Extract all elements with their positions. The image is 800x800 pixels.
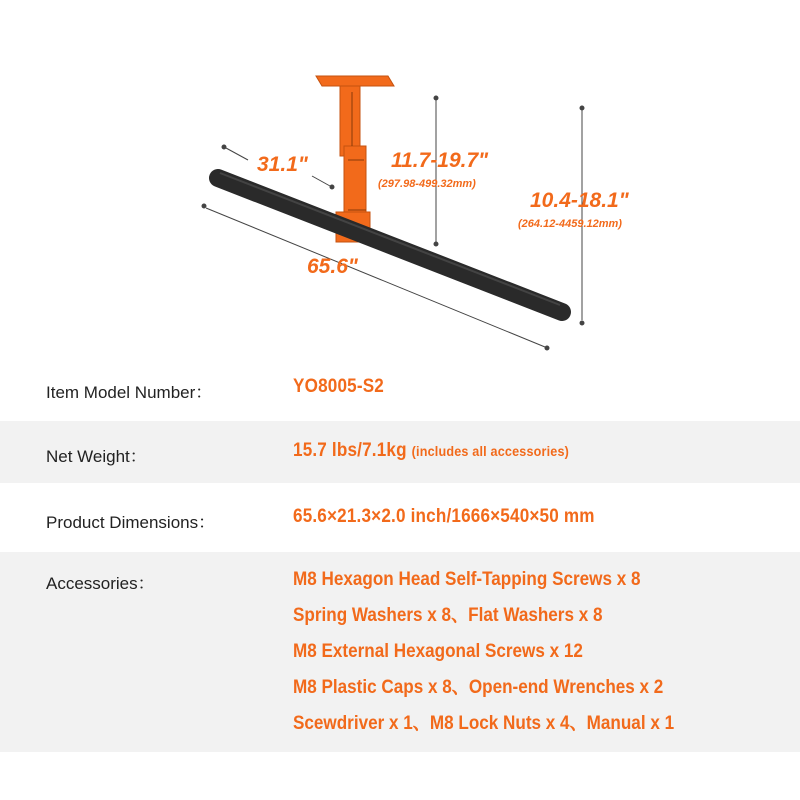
dimensions-label: Product Dimensions： <box>46 513 216 532</box>
accessories-label: Accessories： <box>46 574 155 593</box>
model-label: Item Model Number： <box>46 383 213 402</box>
height-right-dimension-mm: (264.12-4459.12mm) <box>518 218 622 230</box>
product-diagram <box>0 0 800 370</box>
accessories-list <box>293 565 716 745</box>
height-dimension: 11.7-19.7" <box>391 149 489 172</box>
top-plate <box>316 76 394 86</box>
dimensions-value: 65.6×21.3×2.0 inch/1666×540×50 mm <box>293 506 595 527</box>
accessory-item: M8 External Hexagonal Screws x 12 <box>293 641 583 662</box>
height-dimension-mm: (297.98-499.32mm) <box>378 178 476 190</box>
accessory-item: Scewdriver x 1、M8 Lock Nuts x 4、Manual x 1 <box>293 713 675 734</box>
spec-row-weight <box>0 421 800 483</box>
spec-row-dimensions <box>0 488 800 548</box>
depth-guide-line <box>226 148 248 160</box>
model-value: YO8005-S2 <box>293 376 384 397</box>
weight-label: Net Weight： <box>46 447 147 466</box>
height-right-dimension: 10.4-18.1" <box>530 189 629 212</box>
accessory-item: M8 Hexagon Head Self-Tapping Screws x 8 <box>293 569 641 590</box>
weight-note: (includes all accessories) <box>411 443 570 459</box>
depth-dimension: 31.1" <box>257 153 308 176</box>
foam-bar <box>218 178 562 312</box>
accessory-item: M8 Plastic Caps x 8、Open-end Wrenches x 2 <box>293 677 664 698</box>
weight-main: 15.7 lbs/7.1kg <box>293 440 407 461</box>
spec-row-model <box>0 360 800 416</box>
accessory-item: Spring Washers x 8、Flat Washers x 8 <box>293 605 603 626</box>
length-dimension: 65.6" <box>307 255 358 278</box>
weight-value <box>293 440 569 462</box>
